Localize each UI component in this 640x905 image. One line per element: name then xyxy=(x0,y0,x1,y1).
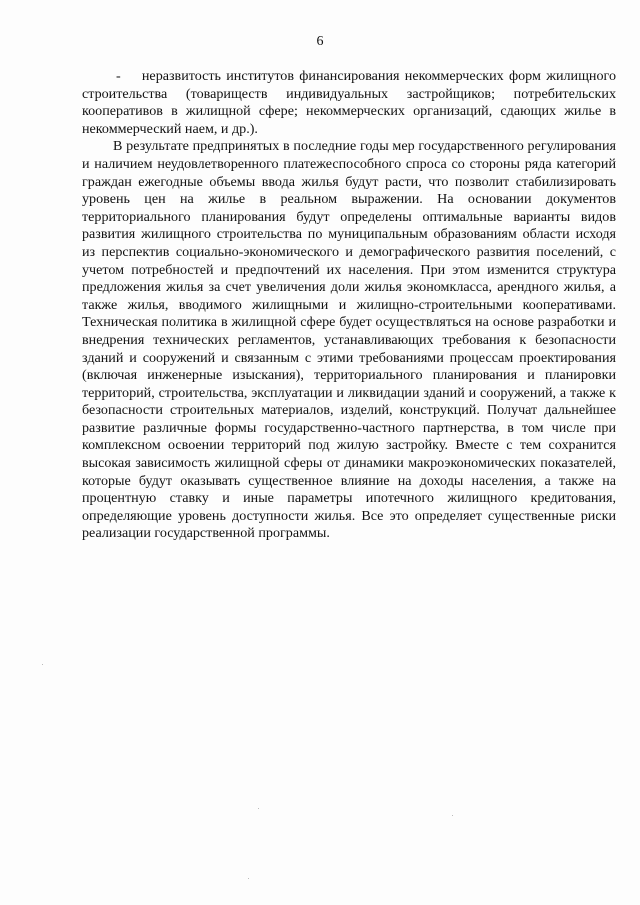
paragraph-list-item: - неразвитость институтов финансирования некоммерческих форм жилищного строительства (товариществ индивидуальных застройщиков; потребительских кооперативов в жилищной сфере; некоммерческих организаций, сдающих жилье в некоммерческий наем, и др.). xyxy=(82,68,616,137)
scan-speck xyxy=(42,664,43,665)
paragraph-main: В результате предпринятых в последние годы мер государственного регулирования и наличием неудовлетворенного платежеспособного спроса со стороны ряда категорий граждан ежегодные объемы ввода жилья будут расти, что позволит стабилизировать уровень цен на жилье в реальном выражении. На основании документов территориального планирования будут определены оптимальные варианты видов развития жилищного строительства по муниципальным образованиям области исходя из перспектив социально-экономического и демографического развития поселений, с учетом потребностей и предпочтений их населения. При этом изменится структура предложения жилья за счет увеличения доли жилья экономкласса, арендного жилья, а также жилья, вводимого жилищными и жилищно-строительными кооперативами. Техническая политика в жилищной сфере будет осуществляться на основе разработки и внедрения технических регламентов, устанавливающих требования к безопасности зданий и сооружений и связанным с этими требованиями процессам проектирования (включая инженерные изыскания), территориального планирования и планировки территорий, строительства, эксплуатации и ликвидации зданий и сооружений, а также к безопасности строительных материалов, изделий, конструкций. Получат дальнейшее развитие различные формы государственно-частного партнерства, в том числе при комплексном освоении территорий под жилую застройку. Вместе с тем сохранится высокая зависимость жилищной сферы от динамики макроэкономических показателей, которые будут оказывать существенное влияние на доходы населения, а также на процентную ставку и иные параметры ипотечного жилищного кредитования, определяющие уровень доступности жилья. Все это определяет существенные риски реализации государственной программы. xyxy=(82,138,616,542)
scan-speck xyxy=(248,878,249,879)
body-text xyxy=(82,68,616,543)
scan-speck xyxy=(258,808,259,809)
page-number: 6 xyxy=(316,34,324,49)
scan-speck xyxy=(452,815,453,816)
